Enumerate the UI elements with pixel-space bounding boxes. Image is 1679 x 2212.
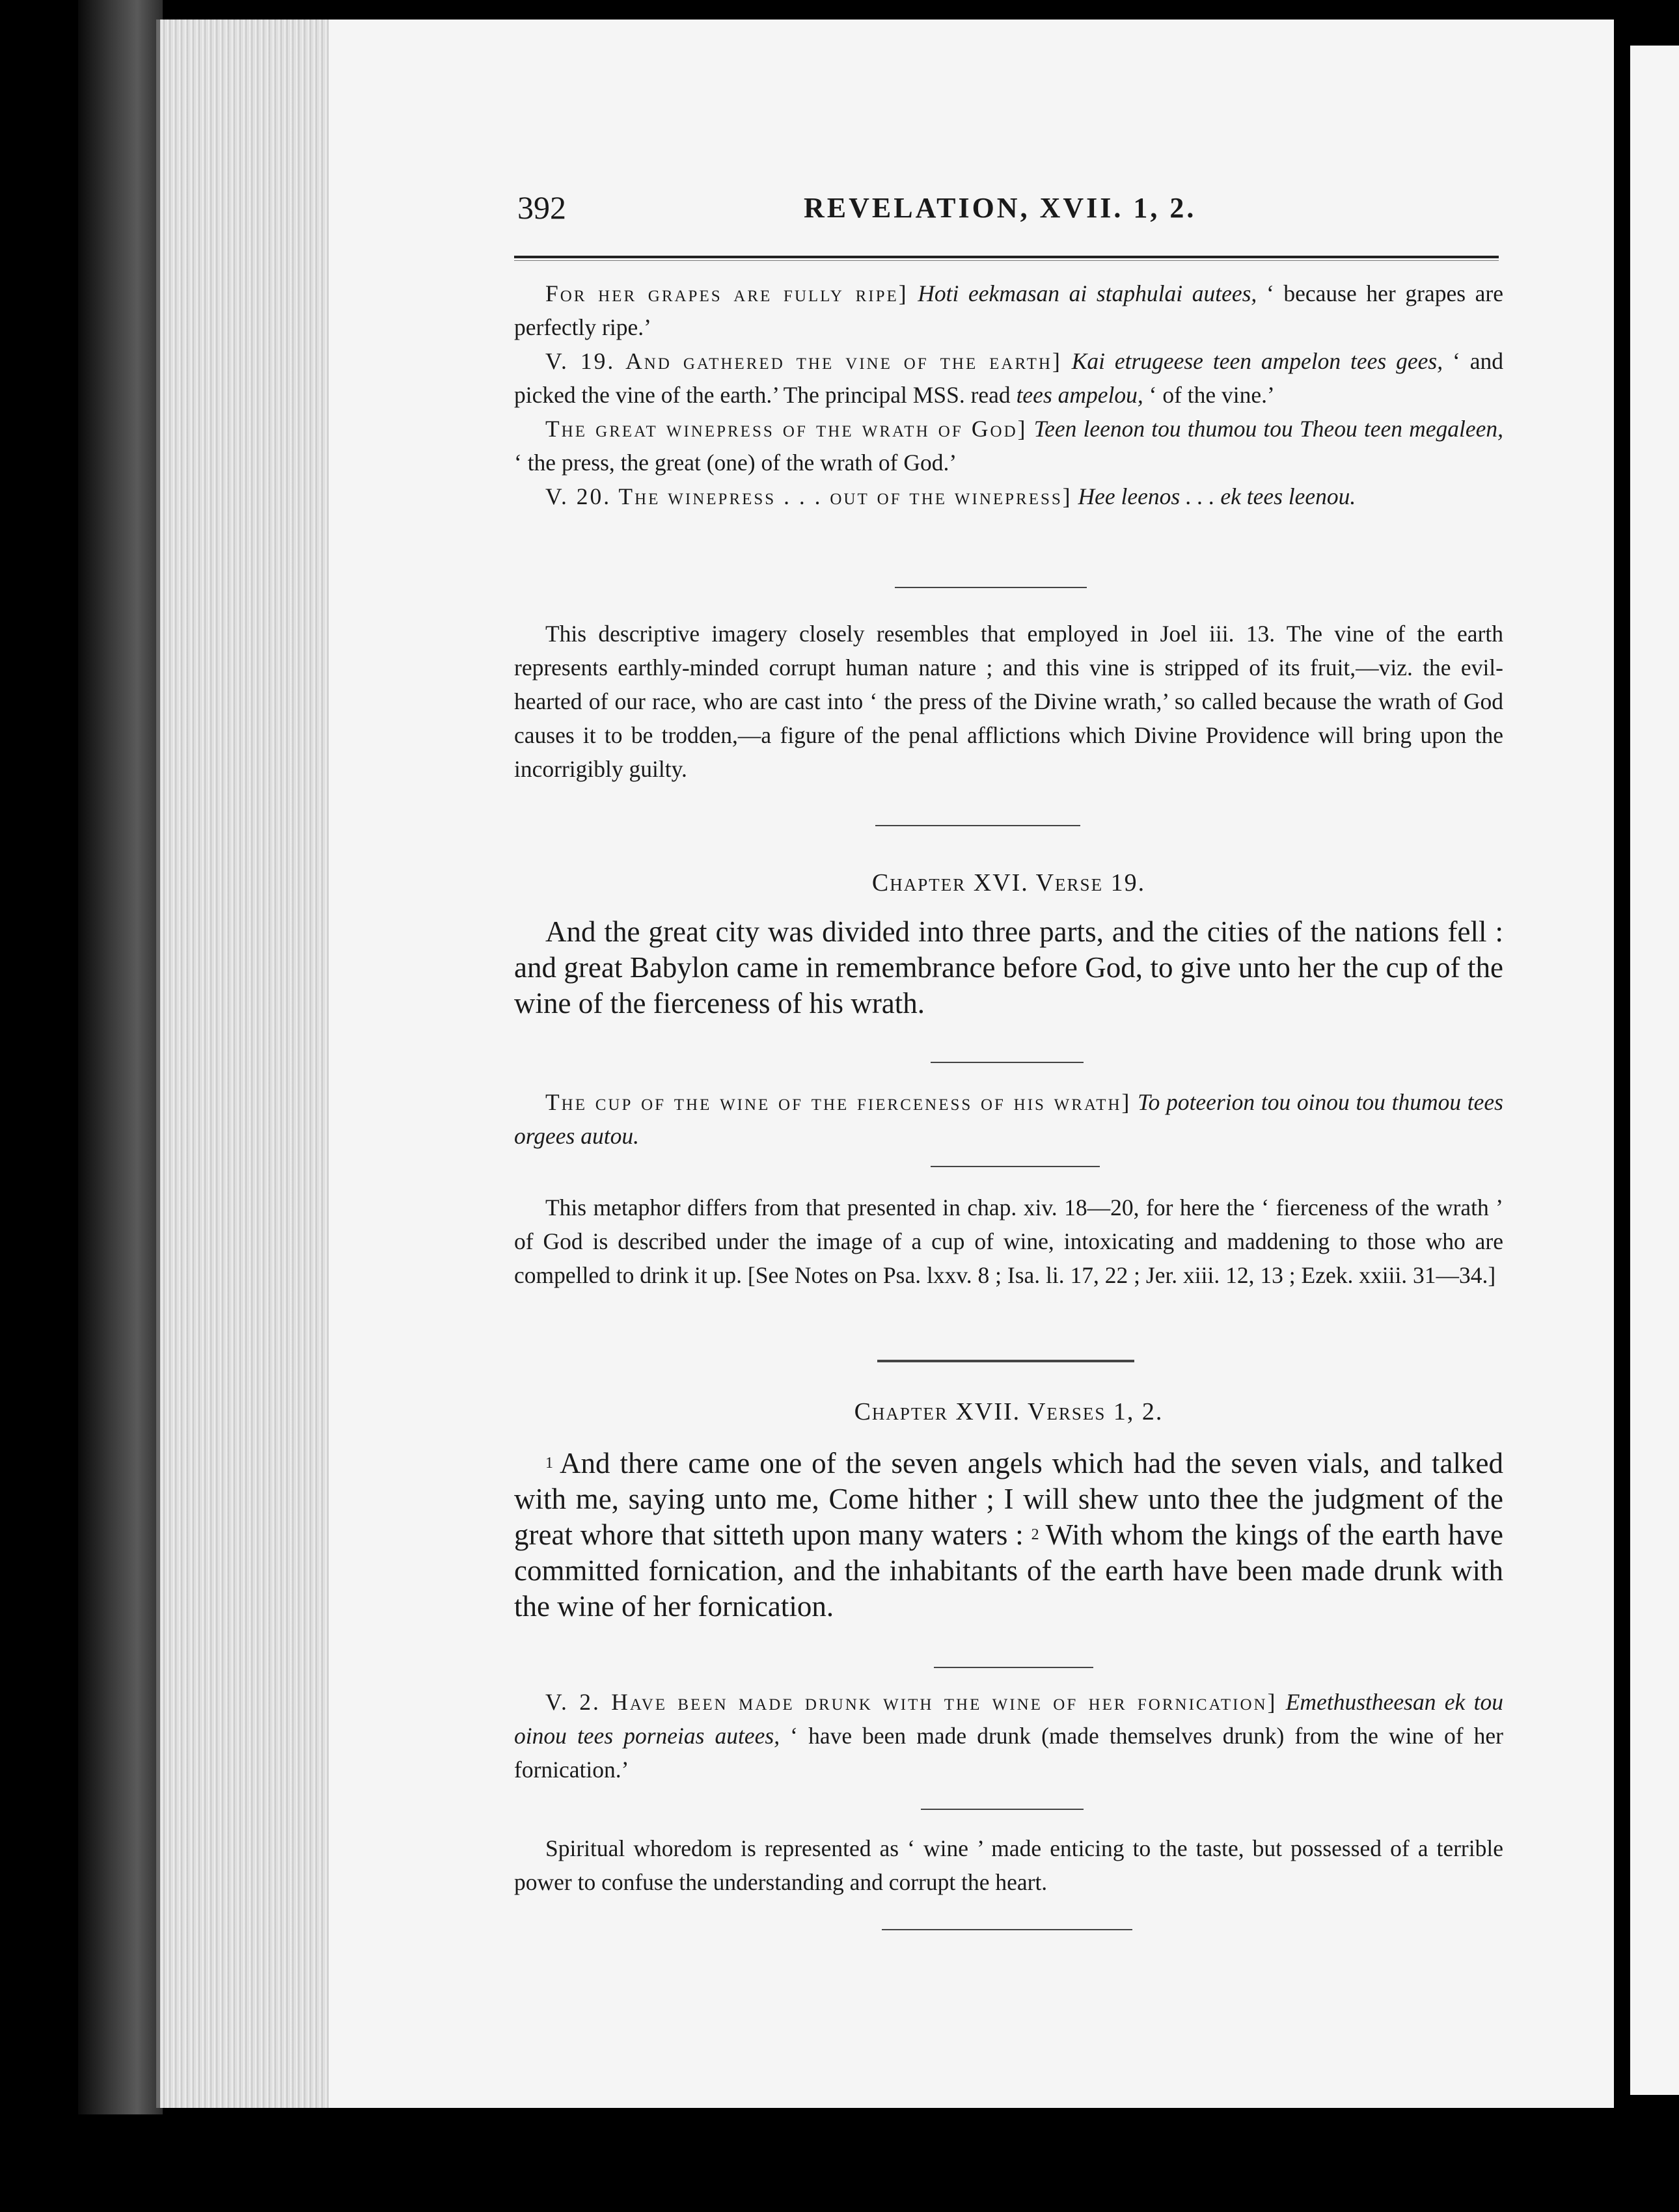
section-heading: Chapter XVI. Verse 19.	[871, 869, 1146, 897]
verse-number: 1	[545, 1455, 553, 1472]
running-title: REVELATION, XVII. 1, 2.	[804, 192, 1197, 224]
page-edges	[156, 20, 336, 2108]
note: V. 19. And gathered the vine of the earth] Kai etrugeese teen ampelon tees gees, ‘ and picked the vine of the earth.’ The principal MSS. read tees ampelou, ‘ of the vine.’	[514, 348, 1503, 408]
note: V. 20. The winepress . . . out of the winepress] Hee leenos . . . ek tees leenou.	[545, 483, 1356, 509]
header-rule	[514, 256, 1499, 258]
page-header	[517, 189, 1516, 234]
section-divider	[877, 1360, 1134, 1362]
note: For her grapes are fully ripe] Hoti eekmasan ai staphulai autees, ‘ because her grapes are perfectly ripe.’	[514, 280, 1504, 340]
book-spine	[78, 0, 163, 2114]
divider	[931, 1062, 1084, 1063]
divider	[882, 1929, 1132, 1930]
notes-block-a	[514, 276, 1503, 513]
note-b: The cup of the wine of the fierceness of his wrath] To poteerion tou oinou tou thumou tees orgees autou.	[514, 1089, 1503, 1149]
facing-page-edge	[1630, 46, 1679, 2095]
section-chapter-16	[514, 869, 1503, 897]
commentary-b: This metaphor differs from that presented in chap. xiv. 18—20, for here the ‘ fierceness of the wrath ’ of God is described under the image of a cup of wine, intoxicating and maddening to those who are compelled to drink it up. [See Notes on Psa. lxxv. 8 ; Isa. li. 17, 22 ; Jer. xiii. 12, 13 ; Ezek. xxiii. 31—34.]	[514, 1194, 1503, 1288]
commentary-c: Spiritual whoredom is represented as ‘ wine ’ made enticing to the taste, but possessed of a terrible power to confuse the understanding and corrupt the heart.	[514, 1835, 1503, 1895]
header-rule-thin	[514, 260, 1499, 261]
note: The great winepress of the wrath of God] Teen leenon tou thumou tou Theou teen megaleen, ‘ the press, the great (one) of the wrath of God.’	[514, 416, 1504, 476]
verse-number: 2	[1031, 1526, 1039, 1543]
commentary-a: This descriptive imagery closely resembles that employed in Joel iii. 13. The vine of the earth represents earthly-minded corrupt human nature ; and this vine is stripped of its fruit,—viz. the evil-hearted of our race, who are cast into ‘ the press of the Divine wrath,’ so called because the wrath of God causes it to be trodden,—a figure of the penal afflictions which Divine Providence will bring upon the incorrigibly guilty.	[514, 621, 1503, 782]
divider	[921, 1809, 1084, 1810]
page-number: 392	[517, 189, 566, 226]
scripture-text: And the great city was divided into three parts, and the cities of the nations fell : and great Babylon came in remembrance before God, to give unto her the cup of the wine of the fierceness of his wrath.	[514, 915, 1503, 1019]
divider	[934, 1667, 1093, 1668]
scripture-text: $^1$ And there came one of the seven angels which had the seven vials, and talked with me, saying unto me, Come hither ; I will shew unto thee the judgment of the great whore that sitteth upon many waters : $^2$ With whom the kings of the earth have committed fornication, and the inhabitants of the earth have been made drunk with the wine of her fornication.	[514, 1447, 1504, 1623]
divider	[931, 1166, 1100, 1167]
divider	[895, 587, 1087, 588]
divider	[875, 825, 1080, 826]
section-chapter-17	[514, 1397, 1503, 1426]
note-c: V. 2. Have been made drunk with the wine of her fornication] Emethustheesan ek tou oinou tees porneias autees, ‘ have been made drunk (made themselves drunk) from the wine of her fornication.’	[514, 1689, 1504, 1783]
section-heading: Chapter XVII. Verses 1, 2.	[854, 1398, 1164, 1425]
